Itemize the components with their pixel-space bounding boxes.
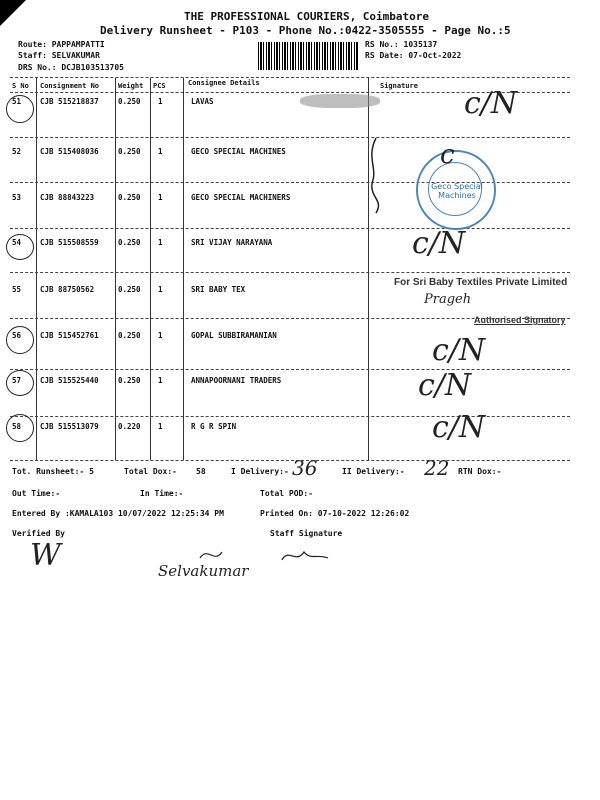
company-title: THE PROFESSIONAL COURIERS, Coimbatore — [184, 10, 430, 23]
rtn-dox-label: RTN Dox:- — [458, 467, 502, 476]
row-sno: 57 — [12, 376, 22, 385]
first-delivery-count: 36 — [292, 456, 318, 480]
handwritten-signature: c/N — [432, 410, 486, 445]
row-pcs: 1 — [158, 285, 163, 294]
row-consignee: GECO SPECIAL MACHINES — [191, 147, 286, 156]
row-weight: 0.250 — [118, 285, 141, 294]
runsheet-line: Delivery Runsheet - P103 - Phone No.:0422-3505555 - Page No.:5 — [100, 24, 511, 37]
in-time-label: In Time:- — [140, 489, 184, 498]
row-rule — [10, 369, 570, 370]
second-delivery-label: II Delivery:- — [342, 467, 405, 476]
row-consignee: SRI VIJAY NARAYANA — [191, 238, 273, 247]
row-sno: 55 — [12, 285, 22, 294]
row-consignment: CJB 515525440 — [40, 376, 99, 385]
col-sno: S No — [12, 82, 29, 90]
row-weight: 0.220 — [118, 422, 141, 431]
drs-label: DRS No.: DCJB103513705 — [18, 63, 124, 72]
row-consignment: CJB 515408036 — [40, 147, 99, 156]
row-pcs: 1 — [158, 193, 163, 202]
row-rule — [10, 272, 570, 273]
rs-date: RS Date: 07-Oct-2022 — [365, 51, 462, 60]
total-runsheet: Tot. Runsheet:- 5 — [12, 467, 94, 476]
row-pcs: 1 — [158, 147, 163, 156]
row-consignment: CJB 88843223 — [40, 193, 95, 202]
row-weight: 0.250 — [118, 97, 141, 106]
out-time-label: Out Time:- — [12, 489, 61, 498]
col-pcs: PCS — [153, 82, 166, 90]
company-stamp — [416, 150, 496, 230]
row-weight: 0.250 — [118, 193, 141, 202]
verifier-signature: W — [30, 538, 61, 573]
handwritten-scribble — [366, 128, 416, 218]
row-weight: 0.250 — [118, 331, 141, 340]
total-pod-label: Total POD:- — [260, 489, 313, 498]
rs-number: RS No.: 1035137 — [365, 40, 438, 49]
row-sno: 58 — [12, 422, 22, 431]
col-consignee: Consignee Details — [188, 79, 260, 87]
company-rubber-stamp: For Sri Baby Textiles Private Limited — [394, 277, 568, 288]
printed-on: Printed On: 07-10-2022 12:26:02 — [260, 509, 410, 518]
verified-by-label: Verified By — [12, 529, 65, 538]
handwritten-signature: c/N — [412, 226, 466, 261]
total-dox-label: Total Dox:- — [124, 467, 177, 476]
row-sno: 51 — [12, 97, 22, 106]
sno-circle-mark — [6, 414, 34, 442]
row-consignment: CJB 88750562 — [40, 285, 95, 294]
total-dox-value: 58 — [196, 467, 206, 476]
handwritten-c-mark: c — [440, 140, 455, 170]
row-pcs: 1 — [158, 376, 163, 385]
staff-label: Staff: SELVAKUMAR — [18, 51, 100, 60]
column-divider — [150, 78, 151, 460]
entered-by: Entered By :KAMALA103 10/07/2022 12:25:34 PM — [12, 509, 224, 518]
row-sno: 52 — [12, 147, 22, 156]
table-bottom-rule — [10, 460, 570, 461]
row-rule — [10, 228, 570, 229]
row-sno: 56 — [12, 331, 22, 340]
stamp-text: Geco Special Machines — [431, 182, 483, 200]
row-consignment: CJB 515218837 — [40, 97, 99, 106]
route-label: Route: PAPPAMPATTI — [18, 40, 105, 49]
row-consignee: LAVAS — [191, 97, 214, 106]
row-consignee: ANNAPOORNANI TRADERS — [191, 376, 282, 385]
sno-circle-mark — [6, 234, 34, 260]
col-signature: Signature — [380, 82, 418, 90]
corner-mark — [0, 0, 26, 26]
row-rule — [10, 318, 570, 319]
row-pcs: 1 — [158, 331, 163, 340]
row-pcs: 1 — [158, 422, 163, 431]
ink-smudge — [300, 94, 380, 108]
staff-signature-handwritten: Selvakumar — [158, 562, 249, 580]
barcode — [258, 42, 358, 70]
table-top-rule — [10, 77, 570, 78]
handwritten-signature: c/N — [432, 333, 486, 368]
row-pcs: 1 — [158, 238, 163, 247]
authorised-signatory: Authorised Signatory — [474, 315, 566, 325]
row-consignee: R G R SPIN — [191, 422, 237, 431]
row-sno: 54 — [12, 238, 22, 247]
row-consignment: CJB 515513079 — [40, 422, 99, 431]
sno-circle-mark — [6, 326, 34, 354]
column-divider — [115, 78, 116, 460]
col-weight: Weight — [118, 82, 144, 90]
row-rule — [10, 137, 570, 138]
sno-circle-mark — [6, 370, 34, 396]
signature-flourish — [196, 544, 336, 568]
handwritten-signature: c/N — [464, 86, 518, 121]
column-divider — [36, 78, 37, 460]
row-consignee: GOPAL SUBBIRAMANIAN — [191, 331, 277, 340]
handwritten-signature: c/N — [418, 368, 472, 403]
row-weight: 0.250 — [118, 376, 141, 385]
row-sno: 53 — [12, 193, 22, 202]
second-delivery-count: 22 — [424, 456, 450, 480]
staff-signature-label: Staff Signature — [270, 529, 343, 538]
row-weight: 0.250 — [118, 147, 141, 156]
column-divider — [183, 78, 184, 460]
sno-circle-mark — [6, 95, 34, 123]
first-delivery-label: I Delivery:- — [231, 467, 289, 476]
row-pcs: 1 — [158, 97, 163, 106]
col-consignment: Consignment No — [40, 82, 100, 90]
row-rule — [10, 416, 570, 417]
row-consignment: CJB 515508559 — [40, 238, 99, 247]
row-consignee: GECO SPECIAL MACHINERS — [191, 193, 291, 202]
row-consignment: CJB 515452761 — [40, 331, 99, 340]
handwritten-signature: Prageh — [424, 292, 472, 307]
row-weight: 0.250 — [118, 238, 141, 247]
row-consignee: SRI BABY TEX — [191, 285, 246, 294]
